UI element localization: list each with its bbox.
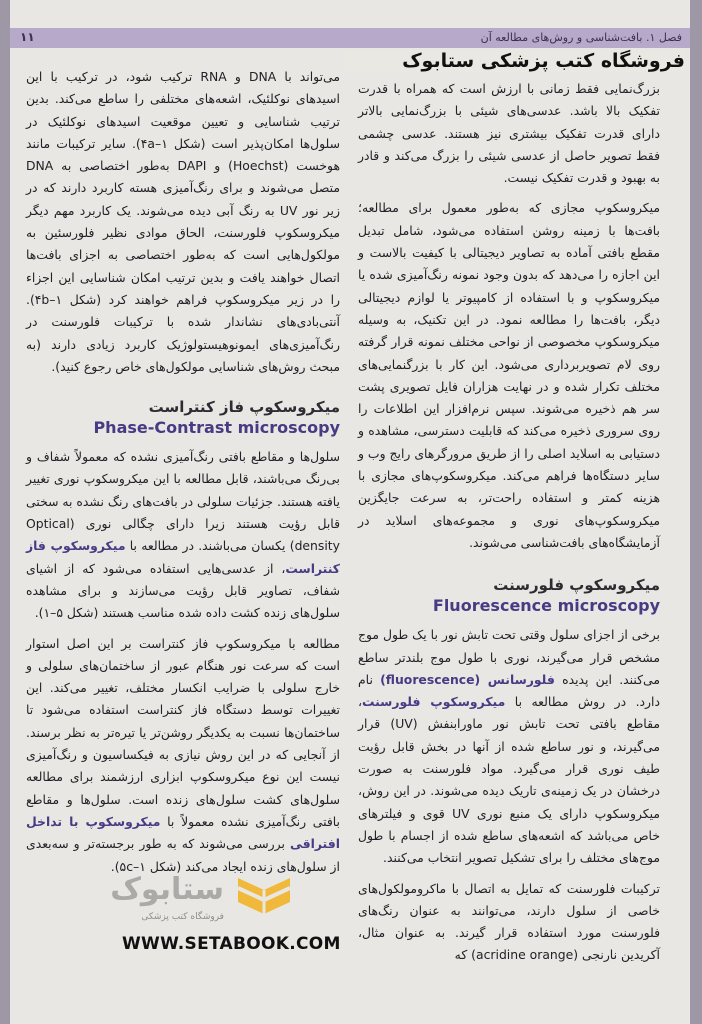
paragraph-virtual-microscopy: میکروسکوپ مجازی که به‌طور معمول برای مطالعه؛ بافت‌ها با زمینه روشن استفاده می‌شود، شامل تبدیل مقطع بافتی آماده به تصاویر دیجیتالی با کیفیت بالاست و این اجازه را می‌دهد که بدون وجود نمونه رنگ‌آمیزی شده یا میکروسکوپ و با استفاده از کامپیوتر یا لوازم دیجیتالی دیگر، بافت‌ها را مطالعه نمود. در این تکنیک، به وسیله میکروسکوپ مخصوصی از نواحی مختلف نمونه قرار گرفته روی لام تصویربرداری می‌شود. این کار با بزرگنمایی‌های مختلف تکرار شده و در نهایت هزاران فایل تصویری پشت سر هم ذخیره می‌شوند. سپس نرم‌افزار این اطلاعات را روی سروری ذخیره می‌کند که قابلیت دسترسی، مشاهده و دستیابی به اسلاید اصلی را از طریق مرورگرهای رایج وب و سایر دستگاه‌ها فراهم می‌کند. میکروسکوپ‌های مجازی با هزینه کمتر و استفاده راحت‌تر، به سرعت جایگزین میکروسکوپ‌های نوری و مجموعه‌های اسلاید در آزمایشگاه‌های بافت‌شناسی می‌شوند. (358, 200, 660, 550)
paragraph-phase-contrast-principle (26, 633, 340, 878)
paragraph-magnification: بزرگ‌نمایی فقط زمانی با ارزش است که همراه با قدرت تفکیک بالا باشد. عدسی‌های شیئی با بزرگ‌نمایی بالاتر دارای قدرت تفکیک بیشتری نیز هستند. عدسی چشمی فقط تصویر حاصل از عدسی شیئی را بزرگ می‌کند و قادر به بهبود و قدرت تفکیک نیست. (358, 81, 660, 186)
paragraph-fluorescent-compounds: ترکیبات فلورسنت که تمایل به اتصال با ماکرومولکول‌های خاصی از سلول دارند، می‌توانند به عنوان رنگ‌های فلورسنت مورد استفاده قرار گیرند. به عنوان مثال، آکریدین نارنجی (acridine orange) که (358, 880, 660, 963)
text-span: مطالعه با میکروسکوپ فاز کنتراست بر این اصل استوار است که سرعت نور هنگام عبور از ساختمان‌های سلولی و خارج سلولی با ضرایب انکسار مختلف، تغییر می‌کند. این تغییرات توسط دستگاه فاز کنتراست استفاده می‌شود تا ساختمان‌ها نسبت به یکدیگر روشن‌تر یا تیره‌تر به نظر برسند. از آنجایی که در این روش نیازی به فیکساسیون و رنگ‌آمیزی نیست این نوع میکروسکوپ ابزاری ارزشمند برای مطالعه سلول‌های کشت سلول‌های زنده است. سلول‌ها و مقاطع بافتی رنگ‌آمیزی نشده معمولاً با (26, 635, 340, 829)
section-heading-fluorescence (358, 574, 660, 616)
right-column (358, 78, 660, 967)
book-logo-icon (234, 872, 294, 924)
heading-fluorescence-fa: میکروسکوپ فلورسنت (493, 576, 660, 595)
text-span: بررسی می‌شوند که به طور برجسته‌تر و سه‌بعدی از سلول‌های زنده ایجاد می‌کند (شکل ۵c–۱). (26, 836, 340, 874)
text-span: ، مقاطع بافتی تحت تابش نور ماورابنفش (UV) قرار می‌گیرند، و نور ساطع شده از آنها در بخش قابل رؤیت طیف نوری قرار می‌گیرد. مواد فلورسنت به صورت درخشان در یک زمینه‌ی تاریک دیده می‌شوند. در این روش، میکروسکوپ دارای یک منبع نوری UV قوی و فیلترهای خاص می‌باشد که اشعه‌های ساطع شده از اجسام با طول موج‌های مختلف را برای تشکیل تصویر انتخاب می‌کنند. (358, 694, 661, 866)
paragraph-dna-rna: می‌تواند با DNA و RNA ترکیب شود، در ترکیب با این اسیدهای نوکلئیک، اشعه‌های مختلفی را ساطع می‌کند. بدین ترتیب شناسایی و تعیین موقعیت اسیدهای نوکلئیک در سلول‌ها امکان‌پذیر است (شکل ۴a–۱). سایر ترکیبات مانند هوخست (Hoechst) و DAPI به‌طور اختصاصی به DNA متصل می‌شوند و برای رنگ‌آمیزی هسته کاربرد دارند که در زیر نور UV به رنگ آبی دیده می‌شوند. یک کاربرد مهم دیگر میکروسکوپ فلورسنت، الحاق موادی نظیر فلورسئین به مولکول‌هایی است که به‌طور اختصاصی به اجزای بافت‌ها اتصال خواهند یافت و بدین ترتیب امکان شناسایی این اجزاء را در زیر میکروسکوپ فراهم خواهند کرد (شکل ۴b–۱). آنتی‌بادی‌های نشاندار شده با ترکیبات فلورسنت در رنگ‌آمیزی‌های ایمونوهیستولوژیک کاربرد زیادی دارند (به مبحث روش‌های شناسایی مولکول‌های خاص رجوع کنید). (26, 69, 340, 374)
page-number: ۱۱ (20, 30, 35, 44)
book-page (10, 0, 690, 1024)
heading-phase-contrast-en: Phase-Contrast microscopy (93, 418, 340, 438)
term-fluorescence: فلورسانس (fluorescence) (380, 671, 555, 687)
text-span: ، از عدسی‌هایی استفاده می‌شود که از اشیای شفاف، تصاویر قابل رؤیت می‌سازند و برای مشاهده سلول‌های زنده کشت داده شده مناسب هستند (شکل ۵–۱). (26, 560, 340, 621)
paragraph-phase-contrast-intro (26, 446, 340, 624)
logo-subtitle: فروشگاه کتب پزشکی (141, 912, 224, 922)
text-span: نام دارد. در روش مطالعه با (358, 671, 661, 710)
section-heading-phase-contrast (26, 396, 340, 438)
logo-text: ستابوک (110, 872, 224, 907)
website-url: WWW.SETABOOK.COM (122, 934, 341, 954)
text-span: برخی از اجزای سلول وقتی تحت تابش نور با یک طول موج مشخص قرار می‌گیرند، نوری با طول موج بلندتر ساطع می‌کنند. این پدیده (358, 627, 660, 687)
store-watermark: فروشگاه کتب پزشکی ستابوک (345, 50, 685, 72)
term-differential-interference: میکروسکوپ با تداخل افتراقی (26, 813, 340, 852)
setabook-logo-watermark (44, 868, 304, 938)
left-column (26, 66, 340, 878)
chapter-title: فصل ۱. بافت‌شناسی و روش‌های مطالعه آن (480, 31, 682, 44)
page-header (10, 28, 690, 48)
paragraph-fluorescence (358, 624, 660, 869)
text-span: سلول‌ها و مقاطع بافتی رنگ‌آمیزی نشده که معمولاً شفاف و بی‌رنگ می‌باشند، قابل مطالعه با این میکروسکوپ نوری تغییر یافته هستند. جزئیات سلولی در بافت‌های رنگ نشده به سختی قابل رؤیت هستند زیرا دارای چگالی نوری (Optical density) یکسان می‌باشند. در مطالعه با (26, 449, 340, 554)
heading-phase-contrast-fa: میکروسکوپ فاز کنتراست (148, 398, 340, 417)
heading-fluorescence-en: Fluorescence microscopy (432, 596, 660, 616)
term-fluorescence-microscope: میکروسکوپ فلورسنت (362, 694, 506, 710)
term-phase-contrast-microscope: میکروسکوپ فاز کنتراست (26, 538, 340, 576)
